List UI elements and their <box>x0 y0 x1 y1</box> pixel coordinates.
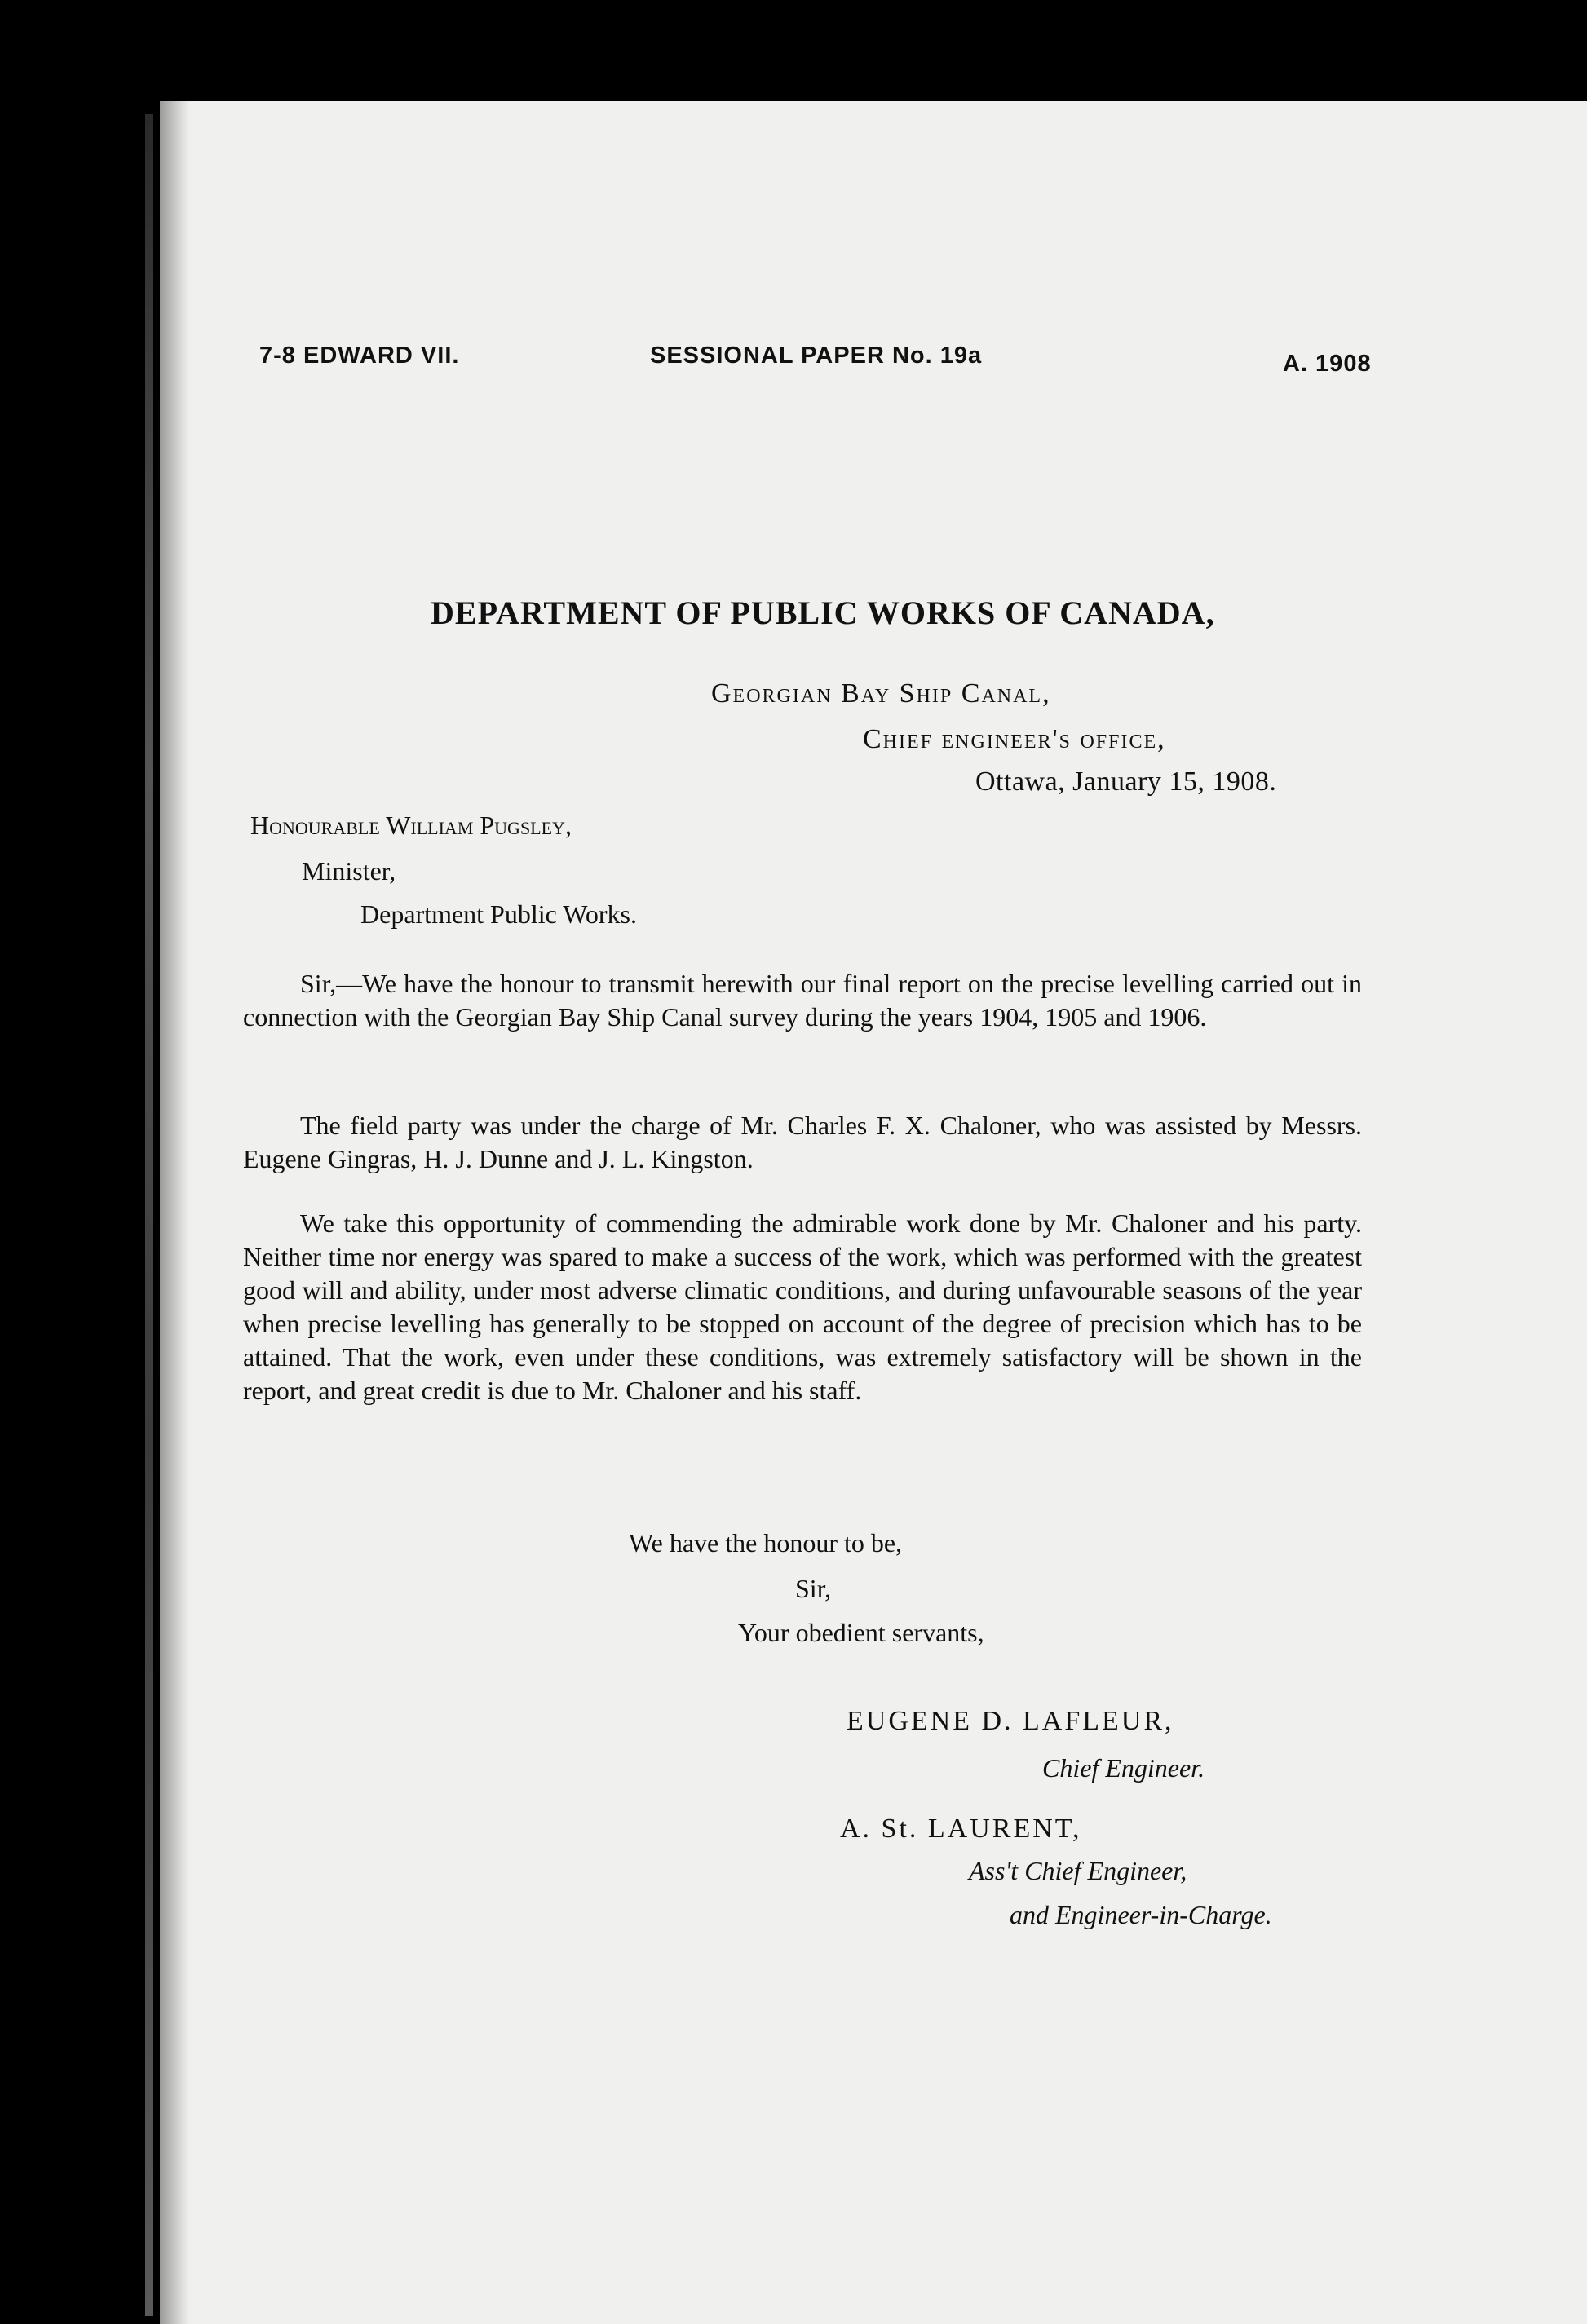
body-paragraph-3: We take this opportunity of commending the admirable work done by Mr. Chaloner and his party. Neither time nor energy was spared to make a success of the work, which was performed with the greatest good will and ability, under most adverse climatic conditions, and during unfavourable seasons of the year when precise levelling has generally to be stopped on account of the degree of precision which has to be attained. That the work, even under these conditions, was extremely satisfactory will be shown in the report, and great credit is due to Mr. Chaloner and his staff. <box>243 1208 1362 1405</box>
signatory-title-1: Chief Engineer. <box>1042 1753 1205 1783</box>
body-paragraph-1: Sir,—We have the honour to transmit herewith our final report on the precise levelling carried out in connection with the Georgian Bay Ship Canal survey during the years 1904, 1905 and 1906. <box>243 969 1362 1032</box>
signatory-title-2: Ass't Chief Engineer, <box>969 1856 1187 1885</box>
running-head-left: 7-8 EDWARD VII. <box>259 342 460 369</box>
recipient-department: Department Public Works. <box>360 899 637 929</box>
recipient-name: Honourable William Pugsley, <box>250 811 572 840</box>
closing-salutation: Sir, <box>795 1574 832 1603</box>
closing-line-3: Your obedient servants, <box>738 1618 984 1647</box>
signatory-title-3: and Engineer-in-Charge. <box>1010 1900 1272 1929</box>
address-line-2: Chief engineer's office, <box>863 724 1166 754</box>
running-head-center: SESSIONAL PAPER No. 19a <box>650 342 983 369</box>
address-line-1: Georgian Bay Ship Canal, <box>711 678 1051 709</box>
page-gutter-shadow <box>160 101 189 2324</box>
letter-title: DEPARTMENT OF PUBLIC WORKS OF CANADA, <box>431 594 1215 631</box>
address-date-line: Ottawa, January 15, 1908. <box>975 767 1277 797</box>
closing-line-1: We have the honour to be, <box>629 1528 903 1557</box>
signatory-name-2: A. St. LAURENT, <box>840 1814 1082 1844</box>
signatory-name-1: EUGENE D. LAFLEUR, <box>847 1706 1174 1736</box>
running-head-right: A. 1908 <box>1283 351 1372 377</box>
book-spine-edge <box>145 114 153 2316</box>
body-paragraph-2: The field party was under the charge of Mr. Charles F. X. Chaloner, who was assisted by Messrs. Eugene Gingras, H. J. Dunne and J. L. Kingston. <box>243 1111 1362 1173</box>
recipient-title: Minister, <box>302 856 396 886</box>
